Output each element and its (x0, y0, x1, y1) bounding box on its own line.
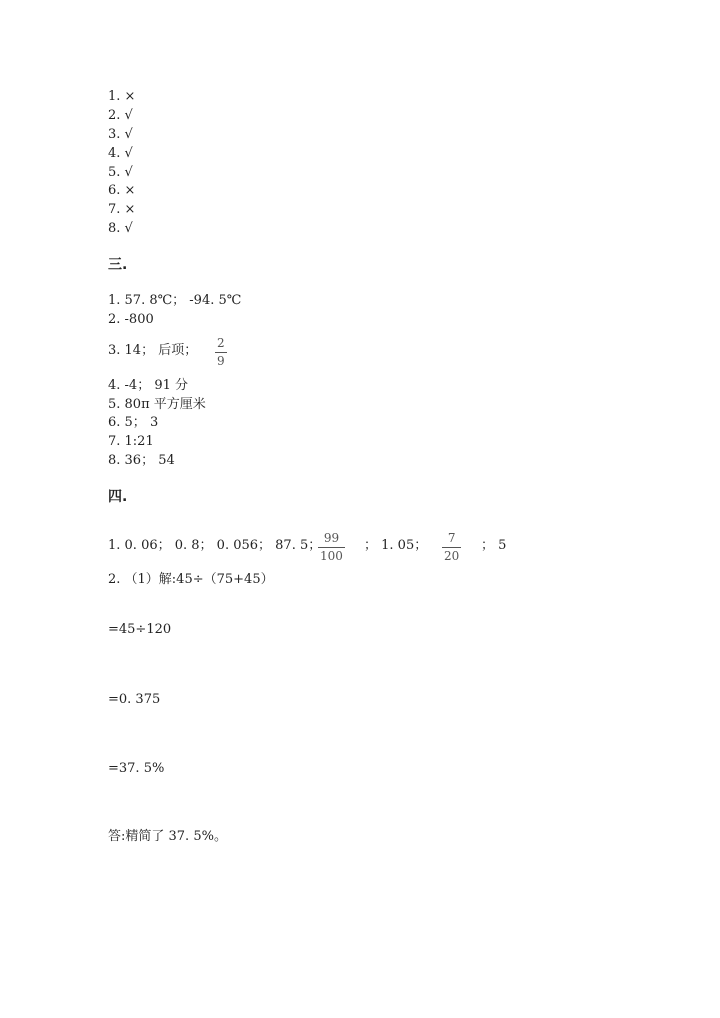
q2-line1: 2. （1）解:45÷（75+45） (108, 572, 274, 587)
section-heading-4: 四. (108, 489, 128, 505)
part3-item-3-text: 3. 14； 后项； (108, 343, 198, 358)
fraction-7-20 (442, 532, 461, 563)
part2-item-3: 3. √ (108, 127, 133, 142)
fraction-two-ninths (215, 337, 227, 368)
fraction-99-100 (318, 532, 345, 563)
q1-middle: ； 1. 05； (364, 538, 428, 553)
part3-item-6: 6. 5； 3 (108, 415, 159, 430)
part3-item-8: 8. 36； 54 (108, 453, 175, 468)
section-heading-3: 三. (108, 257, 128, 273)
q2-step3: =37. 5% (108, 761, 165, 776)
fraction-bar (215, 352, 227, 353)
part3-item-7: 7. 1:21 (108, 434, 154, 449)
fraction-numerator: 99 (323, 531, 340, 545)
part2-item-8: 8. √ (108, 221, 133, 236)
q1-suffix: ； 5 (481, 538, 507, 553)
fraction-denominator: 100 (320, 549, 343, 563)
part3-item-2: 2. -800 (108, 312, 154, 327)
fraction-denominator: 20 (444, 549, 460, 563)
part2-item-6: 6. × (108, 183, 136, 198)
q2-step2: =0. 375 (108, 692, 161, 707)
fraction-numerator: 7 (447, 531, 456, 545)
part2-item-7: 7. × (108, 202, 136, 217)
q1-prefix: 1. 0. 06； 0. 8； 0. 056； 87. 5； (108, 538, 322, 553)
part2-item-5: 5. √ (108, 165, 133, 180)
part3-item-5: 5. 80π 平方厘米 (108, 397, 206, 412)
fraction-numerator: 2 (217, 336, 225, 350)
fraction-denominator: 9 (217, 354, 225, 368)
part3-item-4: 4. -4； 91 分 (108, 378, 189, 393)
part2-item-2: 2. √ (108, 108, 133, 123)
q2-step1: =45÷120 (108, 622, 172, 637)
part2-item-1: 1. × (108, 89, 136, 104)
fraction-bar (442, 547, 461, 548)
part2-item-4: 4. √ (108, 146, 133, 161)
fraction-bar (318, 547, 345, 548)
q2-answer: 答:精简了 37. 5%。 (108, 829, 227, 844)
part3-item-1: 1. 57. 8℃； -94. 5℃ (108, 293, 242, 308)
